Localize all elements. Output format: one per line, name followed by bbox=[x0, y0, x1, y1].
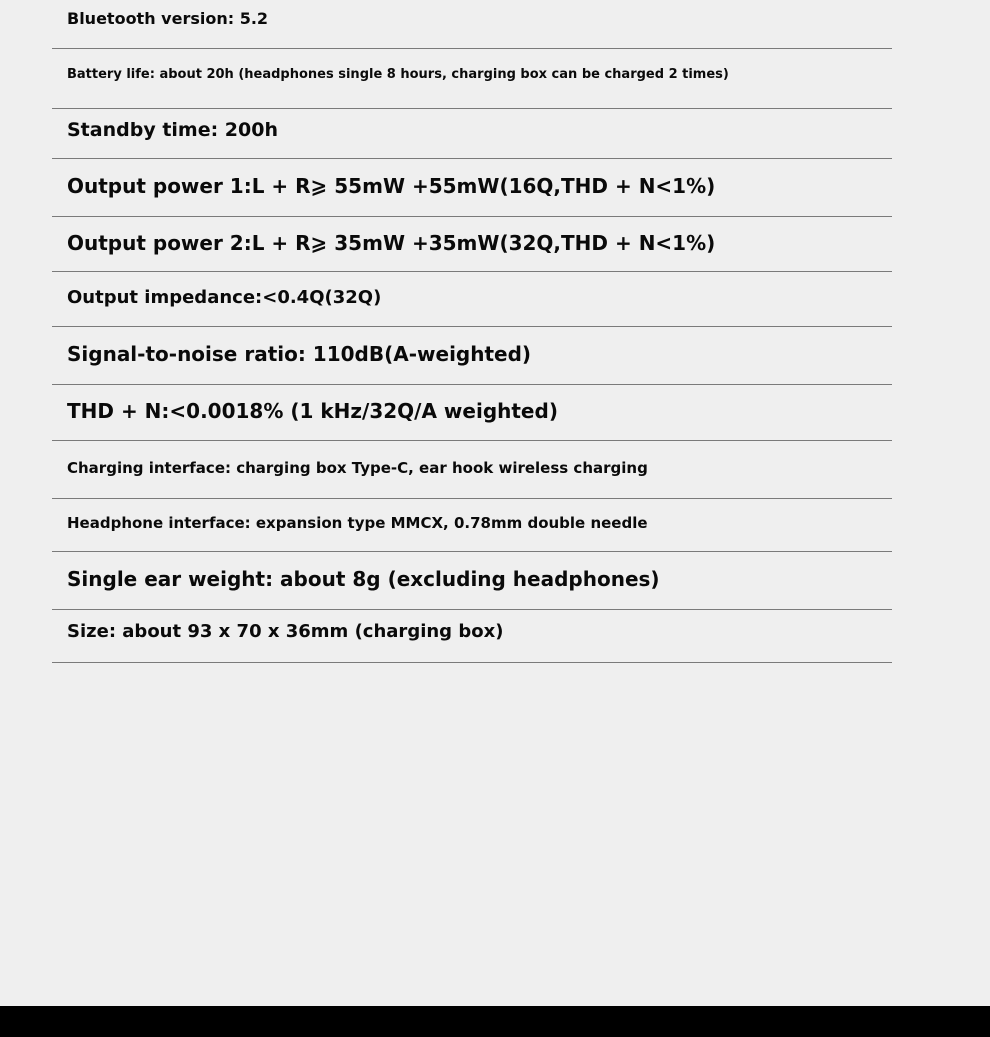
spec-row-bluetooth-version bbox=[52, 0, 892, 49]
spec-row-output-power-2 bbox=[52, 217, 892, 272]
spec-row-charging-interface bbox=[52, 441, 892, 499]
spec-row-output-impedance bbox=[52, 272, 892, 327]
spec-text: Output impedance:<0.4Q(32Q) bbox=[67, 287, 382, 308]
spec-text: Signal-to-noise ratio: 110dB(A-weighted) bbox=[67, 342, 532, 366]
spec-row-headphone-interface bbox=[52, 499, 892, 552]
spec-text: Charging interface: charging box Type-C, ear hook wireless charging bbox=[67, 459, 648, 477]
spec-text: Single ear weight: about 8g (excluding headphones) bbox=[67, 567, 660, 591]
spec-row-output-power-1 bbox=[52, 159, 892, 217]
spec-text: Battery life: about 20h (headphones single 8 hours, charging box can be charged 2 times) bbox=[67, 67, 729, 82]
spec-text: Size: about 93 x 70 x 36mm (charging box) bbox=[67, 621, 504, 642]
spec-text: Bluetooth version: 5.2 bbox=[67, 9, 269, 28]
spec-row-single-ear-weight bbox=[52, 552, 892, 610]
spec-row-standby-time bbox=[52, 109, 892, 159]
spec-text: Output power 1:L + R⩾ 55mW +55mW(16Q,THD + N<1%) bbox=[67, 174, 716, 198]
spec-row-thd-n bbox=[52, 385, 892, 441]
bottom-bar bbox=[0, 1006, 990, 1037]
spec-text: Standby time: 200h bbox=[67, 119, 278, 141]
spec-text: Headphone interface: expansion type MMCX, 0.78mm double needle bbox=[67, 514, 648, 532]
spec-row-battery-life bbox=[52, 49, 892, 109]
spec-row-signal-to-noise bbox=[52, 327, 892, 385]
spec-text: THD + N:<0.0018% (1 kHz/32Q/A weighted) bbox=[67, 399, 558, 423]
spec-text: Output power 2:L + R⩾ 35mW +35mW(32Q,THD + N<1%) bbox=[67, 231, 716, 255]
spec-row-size bbox=[52, 610, 892, 663]
